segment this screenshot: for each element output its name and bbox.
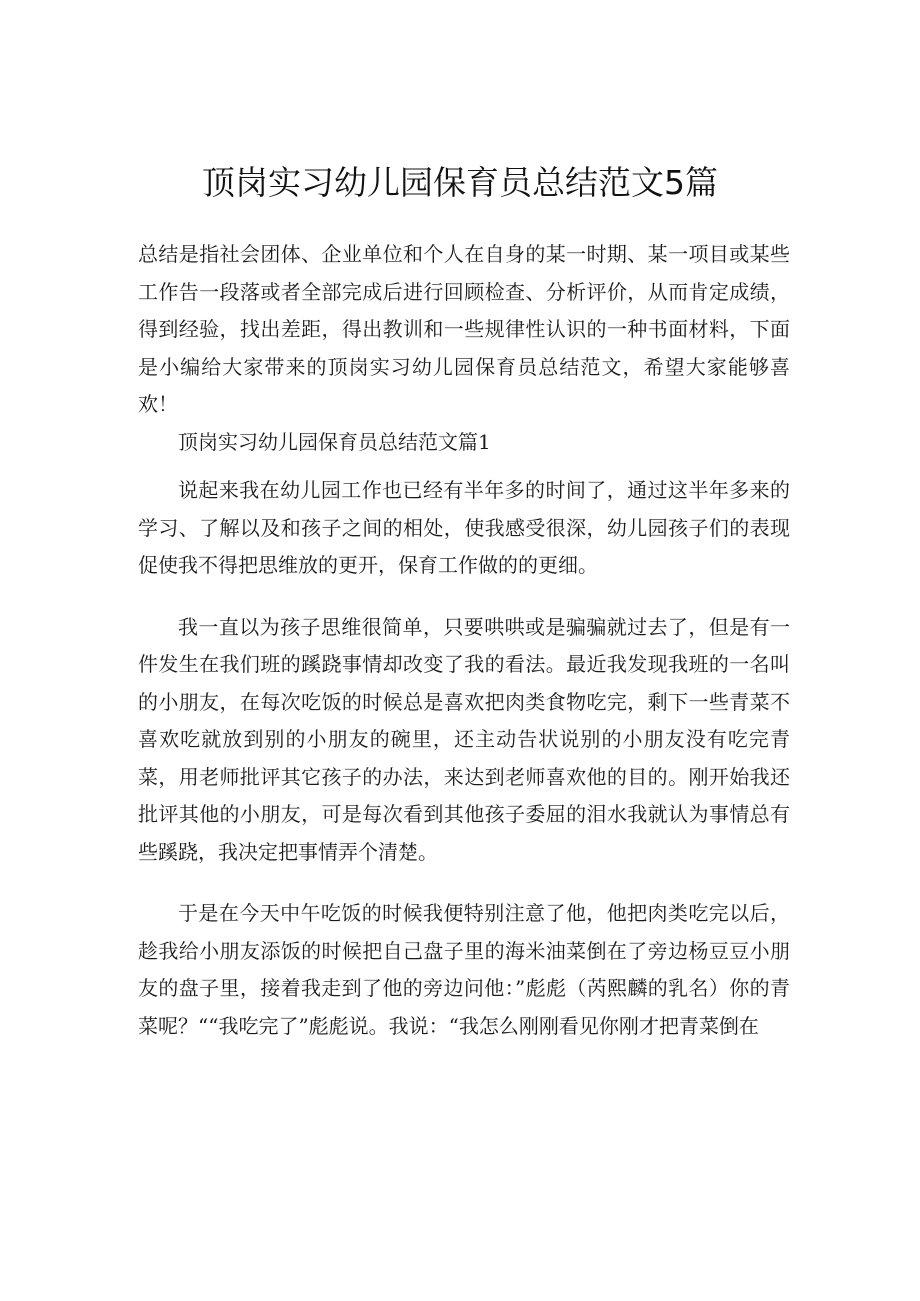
body-paragraph-1: 说起来我在幼儿园工作也已经有半年多的时间了，通过这半年多来的学习、了解以及和孩子之间的相处，使我感受很深，幼儿园孩子们的表现促使我不得把思维放的更开，保育工作做的的更细。 (138, 478, 790, 577)
intro-paragraph: 总结是指社会团体、企业单位和个人在自身的某一时期、某一项目或某些工作告一段落或者全部完成后进行回顾检查、分析评价，从而肯定成绩，得到经验，找出差距，得出教训和一些规律性认识的一种书面材料，下面是小编给大家带来的顶岗实习幼儿园保育员总结范文，希望大家能够喜欢！ (138, 242, 790, 416)
document-body (138, 236, 790, 1069)
body-paragraph-2: 我一直以为孩子思维很简单，只要哄哄或是骗骗就过去了，但是有一件发生在我们班的蹊跷事情却改变了我的看法。最近我发现我班的一名叫的小朋友，在每次吃饭的时候总是喜欢把肉类食物吃完，剩下一些青菜不喜欢吃就放到别的小朋友的碗里，还主动告状说别的小朋友没有吃完青菜，用老师批评其它孩子的办法，来达到老师喜欢他的目的。刚开始我还批评其他的小朋友，可是每次看到其他孩子委屈的泪水我就认为事情总有些蹊跷，我决定把事情弄个清楚。 (138, 614, 790, 864)
section-heading: 顶岗实习幼儿园保育员总结范文篇1 (178, 429, 491, 454)
document-title: 顶岗实习幼儿园保育员总结范文5篇 (202, 163, 718, 202)
body-paragraph-3: 于是在今天中午吃饭的时候我便特别注意了他，他把肉类吃完以后，趁我给小朋友添饭的时候把自己盘子里的海米油菜倒在了旁边杨豆豆小朋友的盘子里，接着我走到了他的旁边问他：”彪彪（芮熙麟的乳名）你的青菜呢？““我吃完了”彪彪说。我说：“我怎么刚刚看见你刚才把青菜倒在 (138, 901, 790, 1038)
